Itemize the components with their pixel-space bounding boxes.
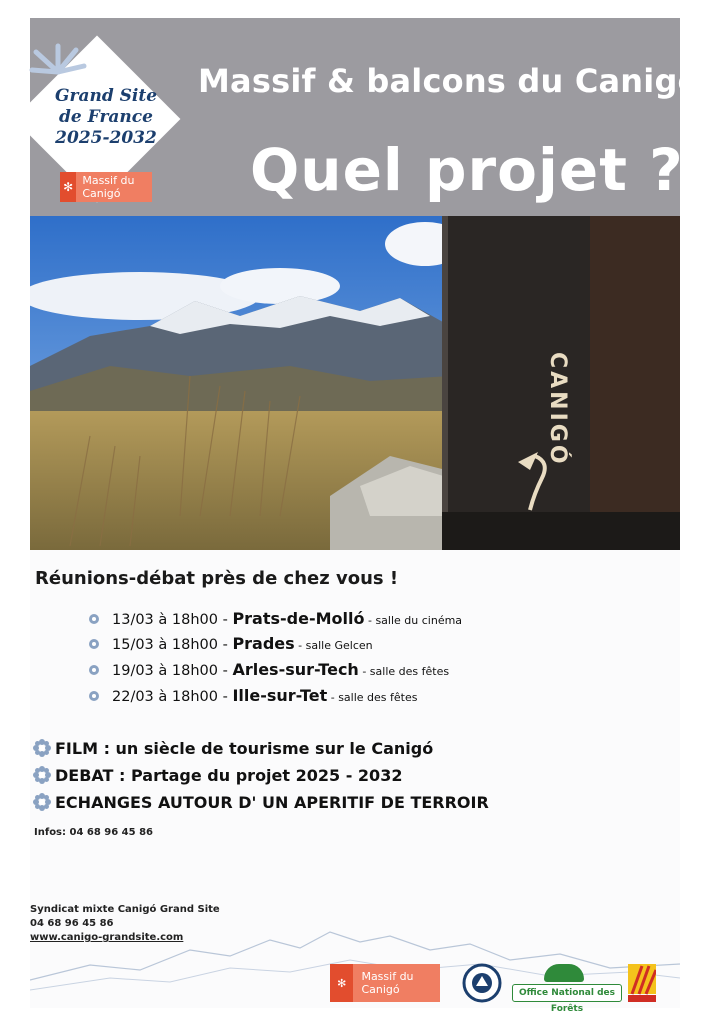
landscape-photo [30,216,680,550]
badge-line-1: Grand Site [54,86,158,106]
occitanie-region-icon [628,964,656,1002]
meeting-place: Ille-sur-Tet [232,686,328,705]
program-item [33,793,489,812]
contact-phone: 04 68 96 45 86 [30,918,114,929]
onf-logo [512,964,620,1014]
meeting-room: - salle du cinéma [364,614,463,627]
contact-org: Syndicat mixte Canigó Grand Site [30,904,220,915]
contact-block [30,903,220,945]
partner-canigo-logo [330,964,440,1002]
meeting-room: - salle des fêtes [358,665,450,678]
meeting-place: Arles-sur-Tech [232,660,359,679]
meeting-datetime: 15/03 à 18h00 - [112,637,233,653]
meeting-item [88,660,449,679]
meeting-room: - salle Gelcen [294,639,373,652]
meeting-datetime: 13/03 à 18h00 - [112,612,233,628]
meeting-place: Prats-de-Molló [232,609,365,628]
flower-bullet-icon [88,690,100,702]
flower-icon [33,739,51,757]
meeting-place: Prades [232,634,295,653]
infos-phone: Infos: 04 68 96 45 86 [34,827,153,838]
contact-url[interactable]: www.canigo-grandsite.com [30,932,184,943]
program-text: DEBAT : Partage du projet 2025 - 2032 [55,766,403,785]
poster-question: Quel projet ? [250,136,684,204]
massif-canigo-logo [60,172,152,202]
flower-bullet-icon [88,613,100,625]
badge-text [36,86,176,149]
grand-site-logo-icon: ✻ [330,964,353,1002]
meeting-room: - salle des fêtes [327,691,418,704]
grand-site-logo-icon: ✻ [60,172,76,202]
flower-bullet-icon [88,638,100,650]
partner-logos [330,962,660,1014]
meeting-item [88,634,373,653]
badge-line-3: 2025-2032 [55,128,157,148]
flower-bullet-icon [88,664,100,676]
meeting-item [88,686,417,705]
flower-icon [33,766,51,784]
partner-canigo-label: Massif du Canigó [361,970,414,996]
canigo-sign-text: CANIGÓ [545,352,570,467]
meeting-datetime: 19/03 à 18h00 - [112,663,233,679]
program-item [33,766,402,785]
badge-line-2: de France [59,107,153,127]
onf-label: Office National des Forêts [512,984,622,1002]
program-text: FILM : un siècle de tourisme sur le Canigó [55,739,434,758]
meeting-item [88,609,462,628]
meeting-datetime: 22/03 à 18h00 - [112,689,233,705]
program-text: ECHANGES AUTOUR D' UN APERITIF DE TERROIR [55,793,489,812]
logo-label: Massif du Canigó [82,174,135,200]
meetings-title: Réunions-débat près de chez vous ! [35,568,399,589]
poster-title: Massif & balcons du Canigó [198,62,700,100]
commune-forestiere-icon [462,962,502,1004]
program-item [33,739,433,758]
flower-icon [33,793,51,811]
onf-tree-icon [544,964,584,982]
